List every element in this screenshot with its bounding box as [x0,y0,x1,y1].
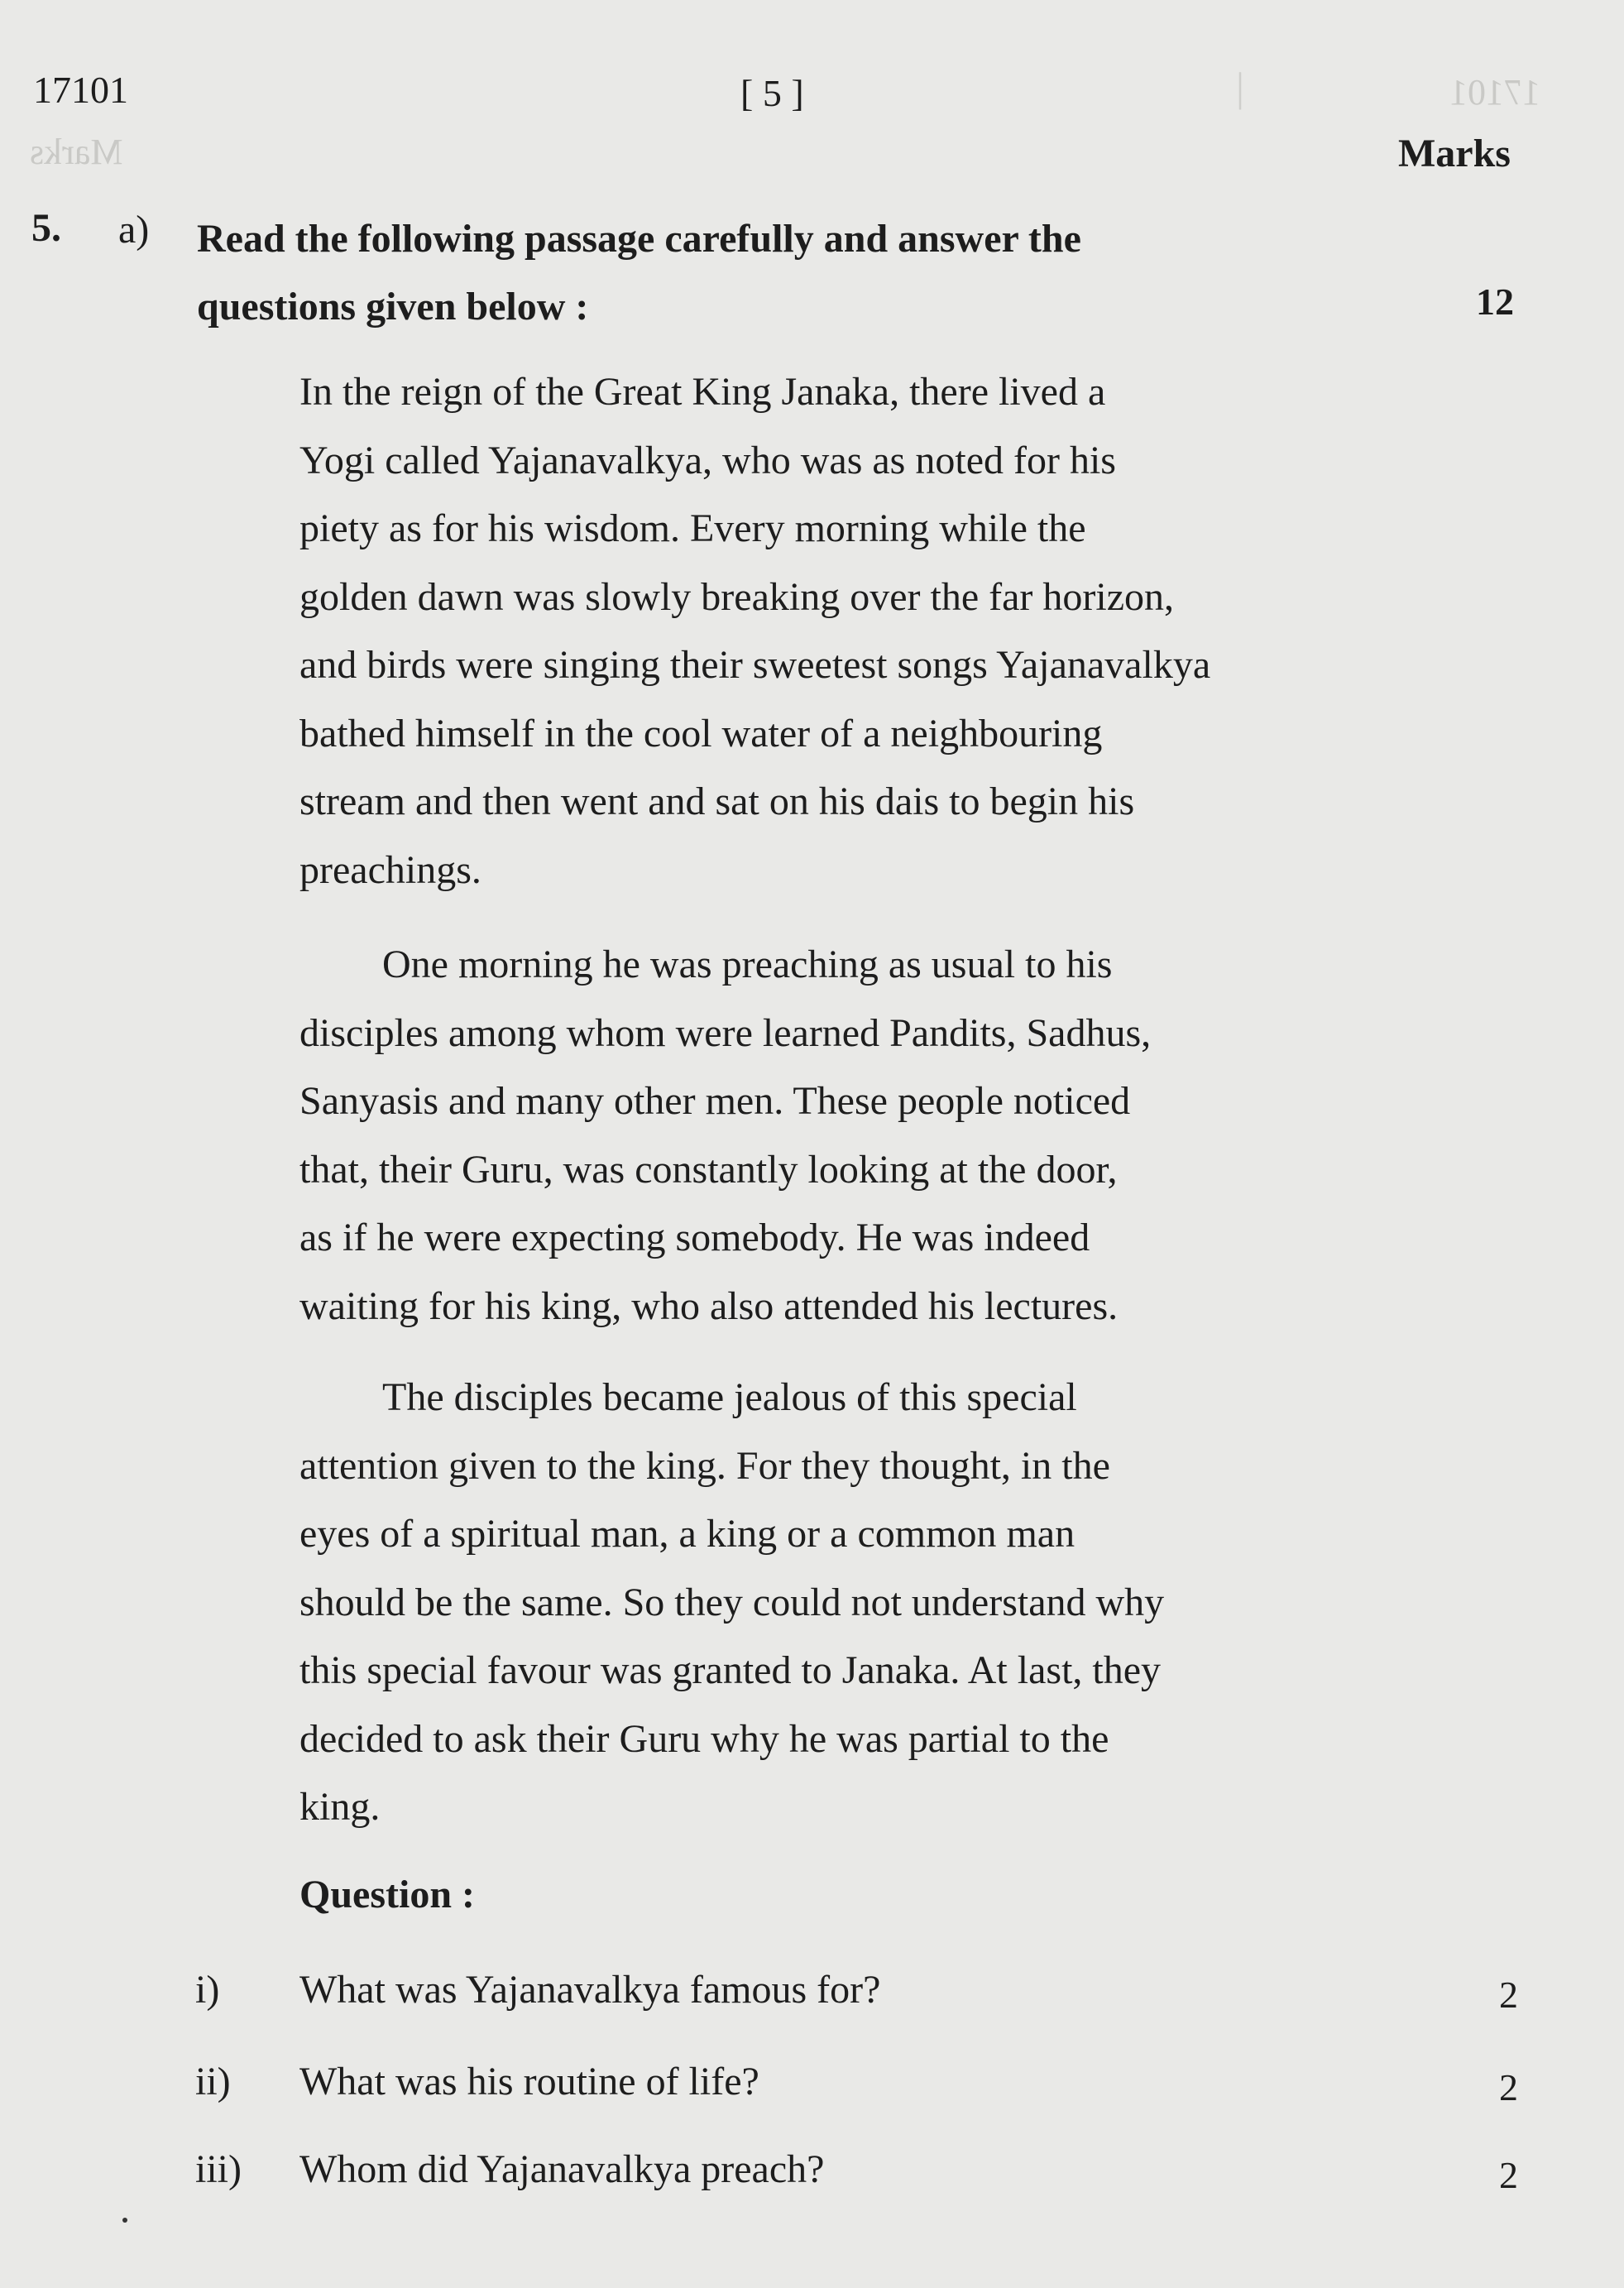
passage-line: king. [299,1785,381,1829]
question-number: 5. [31,206,61,250]
passage-line: this special favour was granted to Janaka. At last, they [299,1648,1162,1692]
bleed-through-marks: Marks [30,132,123,172]
sub-question-number: iii) [195,2147,242,2191]
bleed-through-bar: | [1236,64,1245,110]
sub-question-number: ii) [195,2060,231,2103]
questions-heading: Question : [299,1873,476,1916]
passage-line: One morning he was preaching as usual to his [382,943,1113,986]
passage-line: In the reign of the Great King Janaka, there lived a [299,370,1106,414]
passage-line: bathed himself in the cool water of a neighbouring [299,711,1103,755]
question-title [197,205,1081,341]
passage-line: waiting for his king, who also attended his lectures. [299,1283,1119,1328]
passage-line: The disciples became jealous of this special [382,1375,1077,1419]
passage-line: Sanyasis and many other men. These people noticed [299,1079,1131,1123]
passage-line: as if he were expecting somebody. He was indeed [299,1216,1090,1259]
sub-question-marks: 2 [1499,2154,1518,2196]
passage-line: stream and then went and sat on his dais to begin his [299,779,1135,823]
passage-paragraph-1 [299,358,1210,904]
passage-line: golden dawn was slowly breaking over the far horizon, [299,574,1175,619]
bleed-through-code: 17101 [1449,72,1540,113]
passage-line: attention given to the king. For they thought, in the [299,1443,1110,1488]
sub-question-marks: 2 [1499,2066,1518,2108]
passage-line: that, their Guru, was constantly looking at the door, [299,1147,1118,1192]
passage-line: Yogi called Yajanavalkya, who was as noted for his [299,438,1116,482]
page-number: [ 5 ] [740,72,804,114]
passage-line: eyes of a spiritual man, a king or a common man [299,1512,1075,1556]
passage-line: disciples among whom were learned Pandits, Sadhus, [299,1010,1152,1055]
question-title-line: questions given below : [197,285,589,329]
sub-question-text: What was Yajanavalkya famous for? [299,1968,881,2012]
question-marks: 12 [1476,281,1514,323]
question-title-line: Read the following passage carefully and answer the [197,217,1081,261]
passage-paragraph-2 [299,931,1151,1341]
passage-line: piety as for his wisdom. Every morning while the [299,506,1086,550]
passage-line: decided to ask their Guru why he was partial to the [299,1716,1109,1761]
passage-paragraph-3 [299,1364,1164,1842]
passage-line: preachings. [299,847,481,892]
paper-code: 17101 [33,69,128,111]
question-part: a) [118,208,150,252]
sub-question-marks: 2 [1499,1974,1518,2016]
sub-question-text: Whom did Yajanavalkya preach? [299,2147,825,2191]
sub-question-number: i) [195,1968,220,2012]
passage-line: should be the same. So they could not understand why [299,1580,1165,1624]
marks-heading: Marks [1398,132,1511,175]
speck [122,2218,127,2223]
passage-line: and birds were singing their sweetest songs Yajanavalkya [299,643,1211,687]
sub-question-text: What was his routine of life? [299,2060,759,2103]
